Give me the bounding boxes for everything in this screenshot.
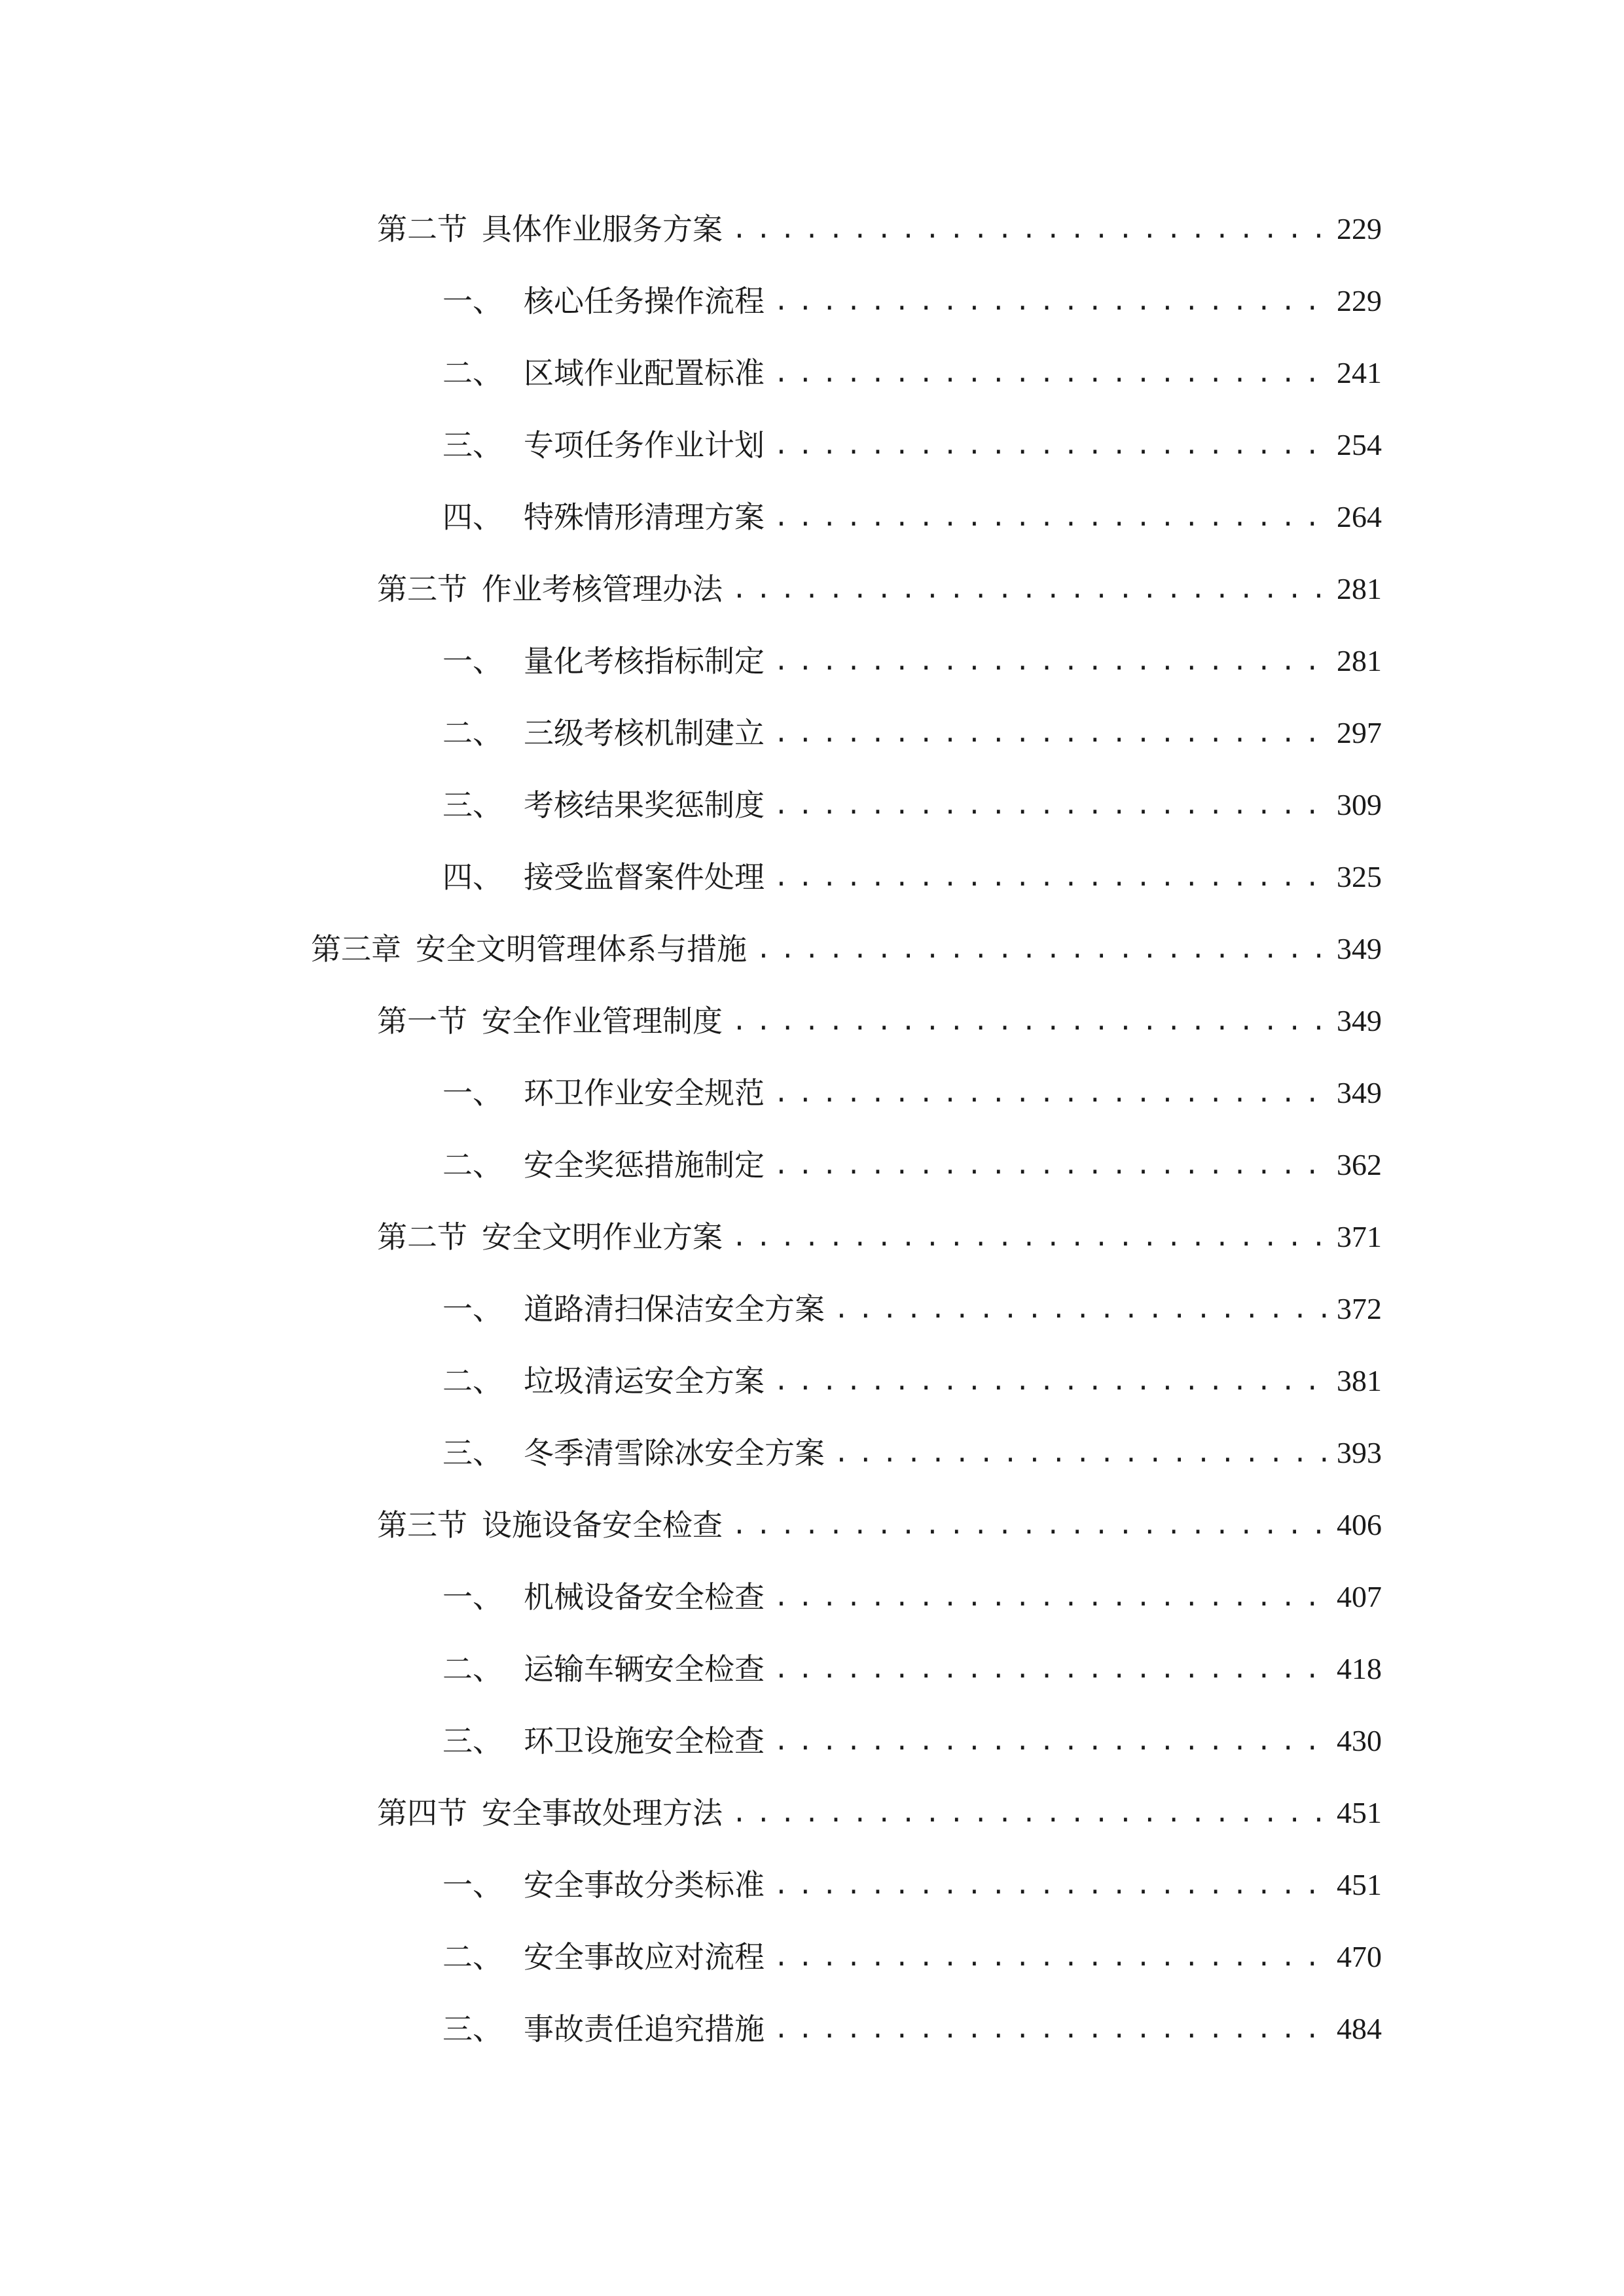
- entry-number: 第四节: [377, 1795, 467, 1831]
- toc-entry-item[interactable]: [442, 1283, 1382, 1335]
- entry-page-number: 362: [1337, 1148, 1382, 1181]
- entry-title: 专项任务作业计划: [524, 427, 765, 463]
- dot-leader: [774, 779, 1329, 831]
- entry-number: 一、: [442, 283, 503, 319]
- entry-number: 二、: [442, 1651, 503, 1687]
- entry-number: 第一节: [377, 1003, 467, 1039]
- entry-page-number: 406: [1337, 1508, 1382, 1541]
- entry-title: 安全事故处理方法: [482, 1795, 723, 1831]
- entry-page-number: 407: [1337, 1580, 1382, 1613]
- entry-title: 安全奖惩措施制定: [524, 1147, 765, 1183]
- toc-entry-item[interactable]: [442, 779, 1382, 831]
- entry-page-number: 430: [1337, 1724, 1382, 1757]
- toc-entry-item[interactable]: [442, 635, 1382, 687]
- toc-entry-section[interactable]: [377, 1211, 1382, 1263]
- entry-page-number: 418: [1337, 1652, 1382, 1685]
- entry-page-number: 241: [1337, 356, 1382, 389]
- toc-entry-item[interactable]: [442, 1571, 1382, 1623]
- dot-leader: [774, 275, 1329, 327]
- toc-entry-item[interactable]: [442, 1715, 1382, 1767]
- entry-page-number: 349: [1337, 932, 1382, 965]
- entry-title: 垃圾清运安全方案: [524, 1363, 765, 1399]
- dot-leader: [774, 1643, 1329, 1695]
- entry-page-number: 470: [1337, 1940, 1382, 1973]
- entry-page-number: 264: [1337, 500, 1382, 533]
- entry-number: 一、: [442, 1291, 503, 1327]
- entry-title: 接受监督案件处理: [524, 859, 765, 895]
- dot-leader: [774, 707, 1329, 759]
- toc-entry-item[interactable]: [442, 851, 1382, 903]
- entry-title: 设施设备安全检查: [482, 1507, 723, 1543]
- entry-number: 一、: [442, 643, 503, 679]
- entry-number: 三、: [442, 787, 503, 823]
- dot-leader: [774, 635, 1329, 687]
- toc-entry-item[interactable]: [442, 491, 1382, 543]
- entry-number: 三、: [442, 1435, 503, 1471]
- toc-entry-item[interactable]: [442, 1139, 1382, 1191]
- entry-page-number: 281: [1337, 572, 1382, 605]
- dot-leader: [774, 1139, 1329, 1191]
- entry-title: 事故责任追究措施: [524, 2011, 765, 2047]
- entry-title: 作业考核管理办法: [482, 571, 723, 607]
- dot-leader: [774, 419, 1329, 471]
- entry-number: 二、: [442, 1939, 503, 1975]
- toc-entry-item[interactable]: [442, 1643, 1382, 1695]
- dot-leader: [774, 491, 1329, 543]
- entry-number: 一、: [442, 1075, 503, 1111]
- entry-number: 二、: [442, 355, 503, 391]
- entry-page-number: 484: [1337, 2012, 1382, 2045]
- toc-entry-item[interactable]: [442, 1931, 1382, 1983]
- entry-title: 冬季清雪除冰安全方案: [524, 1435, 825, 1471]
- entry-title: 环卫设施安全检查: [524, 1723, 765, 1759]
- entry-number: 第二节: [377, 1219, 467, 1255]
- entry-title: 安全事故分类标准: [524, 1867, 765, 1903]
- entry-number: 四、: [442, 859, 503, 895]
- entry-number: 二、: [442, 1147, 503, 1183]
- dot-leader: [834, 1427, 1329, 1479]
- entry-page-number: 349: [1337, 1004, 1382, 1037]
- dot-leader: [732, 1499, 1329, 1551]
- dot-leader: [774, 1571, 1329, 1623]
- toc-entry-item[interactable]: [442, 275, 1382, 327]
- entry-title: 安全作业管理制度: [482, 1003, 723, 1039]
- entry-number: 一、: [442, 1579, 503, 1615]
- dot-leader: [732, 203, 1329, 255]
- entry-page-number: 229: [1337, 284, 1382, 317]
- entry-page-number: 393: [1337, 1436, 1382, 1469]
- entry-page-number: 309: [1337, 788, 1382, 821]
- entry-number: 一、: [442, 1867, 503, 1903]
- entry-page-number: 372: [1337, 1292, 1382, 1325]
- entry-number: 三、: [442, 2011, 503, 2047]
- entry-title: 运输车辆安全检查: [524, 1651, 765, 1687]
- dot-leader: [732, 563, 1329, 615]
- entry-title: 机械设备安全检查: [524, 1579, 765, 1615]
- toc-entry-section[interactable]: [377, 1499, 1382, 1551]
- dot-leader: [834, 1283, 1329, 1335]
- entry-page-number: 297: [1337, 716, 1382, 749]
- entry-title: 核心任务操作流程: [524, 283, 765, 319]
- entry-title: 区域作业配置标准: [524, 355, 765, 391]
- entry-number: 第三章: [311, 931, 401, 967]
- entry-page-number: 349: [1337, 1076, 1382, 1109]
- toc-entry-item[interactable]: [442, 419, 1382, 471]
- entry-number: 三、: [442, 427, 503, 463]
- toc-entry-item[interactable]: [442, 707, 1382, 759]
- toc-entry-section[interactable]: [377, 1787, 1382, 1839]
- entry-number: 第二节: [377, 211, 467, 247]
- dot-leader: [774, 1859, 1329, 1911]
- entry-number: 四、: [442, 499, 503, 535]
- toc-entry-item[interactable]: [442, 1859, 1382, 1911]
- entry-title: 特殊情形清理方案: [524, 499, 765, 535]
- toc-entry-item[interactable]: [442, 1427, 1382, 1479]
- entry-page-number: 229: [1337, 212, 1382, 245]
- entry-title: 考核结果奖惩制度: [524, 787, 765, 823]
- dot-leader: [774, 1931, 1329, 1983]
- toc-entry-chapter[interactable]: [311, 923, 1382, 975]
- dot-leader: [774, 1715, 1329, 1767]
- entry-title: 环卫作业安全规范: [524, 1075, 765, 1111]
- entry-number: 三、: [442, 1723, 503, 1759]
- dot-leader: [774, 347, 1329, 399]
- dot-leader: [774, 851, 1329, 903]
- entry-number: 二、: [442, 715, 503, 751]
- entry-page-number: 381: [1337, 1364, 1382, 1397]
- dot-leader: [732, 995, 1329, 1047]
- dot-leader: [774, 1355, 1329, 1407]
- dot-leader: [732, 1787, 1329, 1839]
- toc-entry-item[interactable]: [442, 2003, 1382, 2055]
- entry-page-number: 451: [1337, 1868, 1382, 1901]
- entry-title: 具体作业服务方案: [482, 211, 723, 247]
- entry-number: 第三节: [377, 571, 467, 607]
- toc-entry-item[interactable]: [442, 347, 1382, 399]
- toc-entry-item[interactable]: [442, 1067, 1382, 1119]
- toc-entry-section[interactable]: [377, 995, 1382, 1047]
- entry-number: 第三节: [377, 1507, 467, 1543]
- entry-title: 三级考核机制建立: [524, 715, 765, 751]
- toc-entry-section[interactable]: [377, 203, 1382, 255]
- entry-number: 二、: [442, 1363, 503, 1399]
- dot-leader: [774, 1067, 1329, 1119]
- dot-leader: [756, 923, 1329, 975]
- entry-page-number: 281: [1337, 644, 1382, 677]
- entry-page-number: 371: [1337, 1220, 1382, 1253]
- entry-title: 安全文明作业方案: [482, 1219, 723, 1255]
- toc-entry-item[interactable]: [442, 1355, 1382, 1407]
- dot-leader: [732, 1211, 1329, 1263]
- entry-title: 安全文明管理体系与措施: [416, 931, 747, 967]
- entry-page-number: 254: [1337, 428, 1382, 461]
- toc-entry-section[interactable]: [377, 563, 1382, 615]
- entry-title: 道路清扫保洁安全方案: [524, 1291, 825, 1327]
- dot-leader: [774, 2003, 1329, 2055]
- entry-title: 安全事故应对流程: [524, 1939, 765, 1975]
- entry-page-number: 325: [1337, 860, 1382, 893]
- entry-title: 量化考核指标制定: [524, 643, 765, 679]
- entry-page-number: 451: [1337, 1796, 1382, 1829]
